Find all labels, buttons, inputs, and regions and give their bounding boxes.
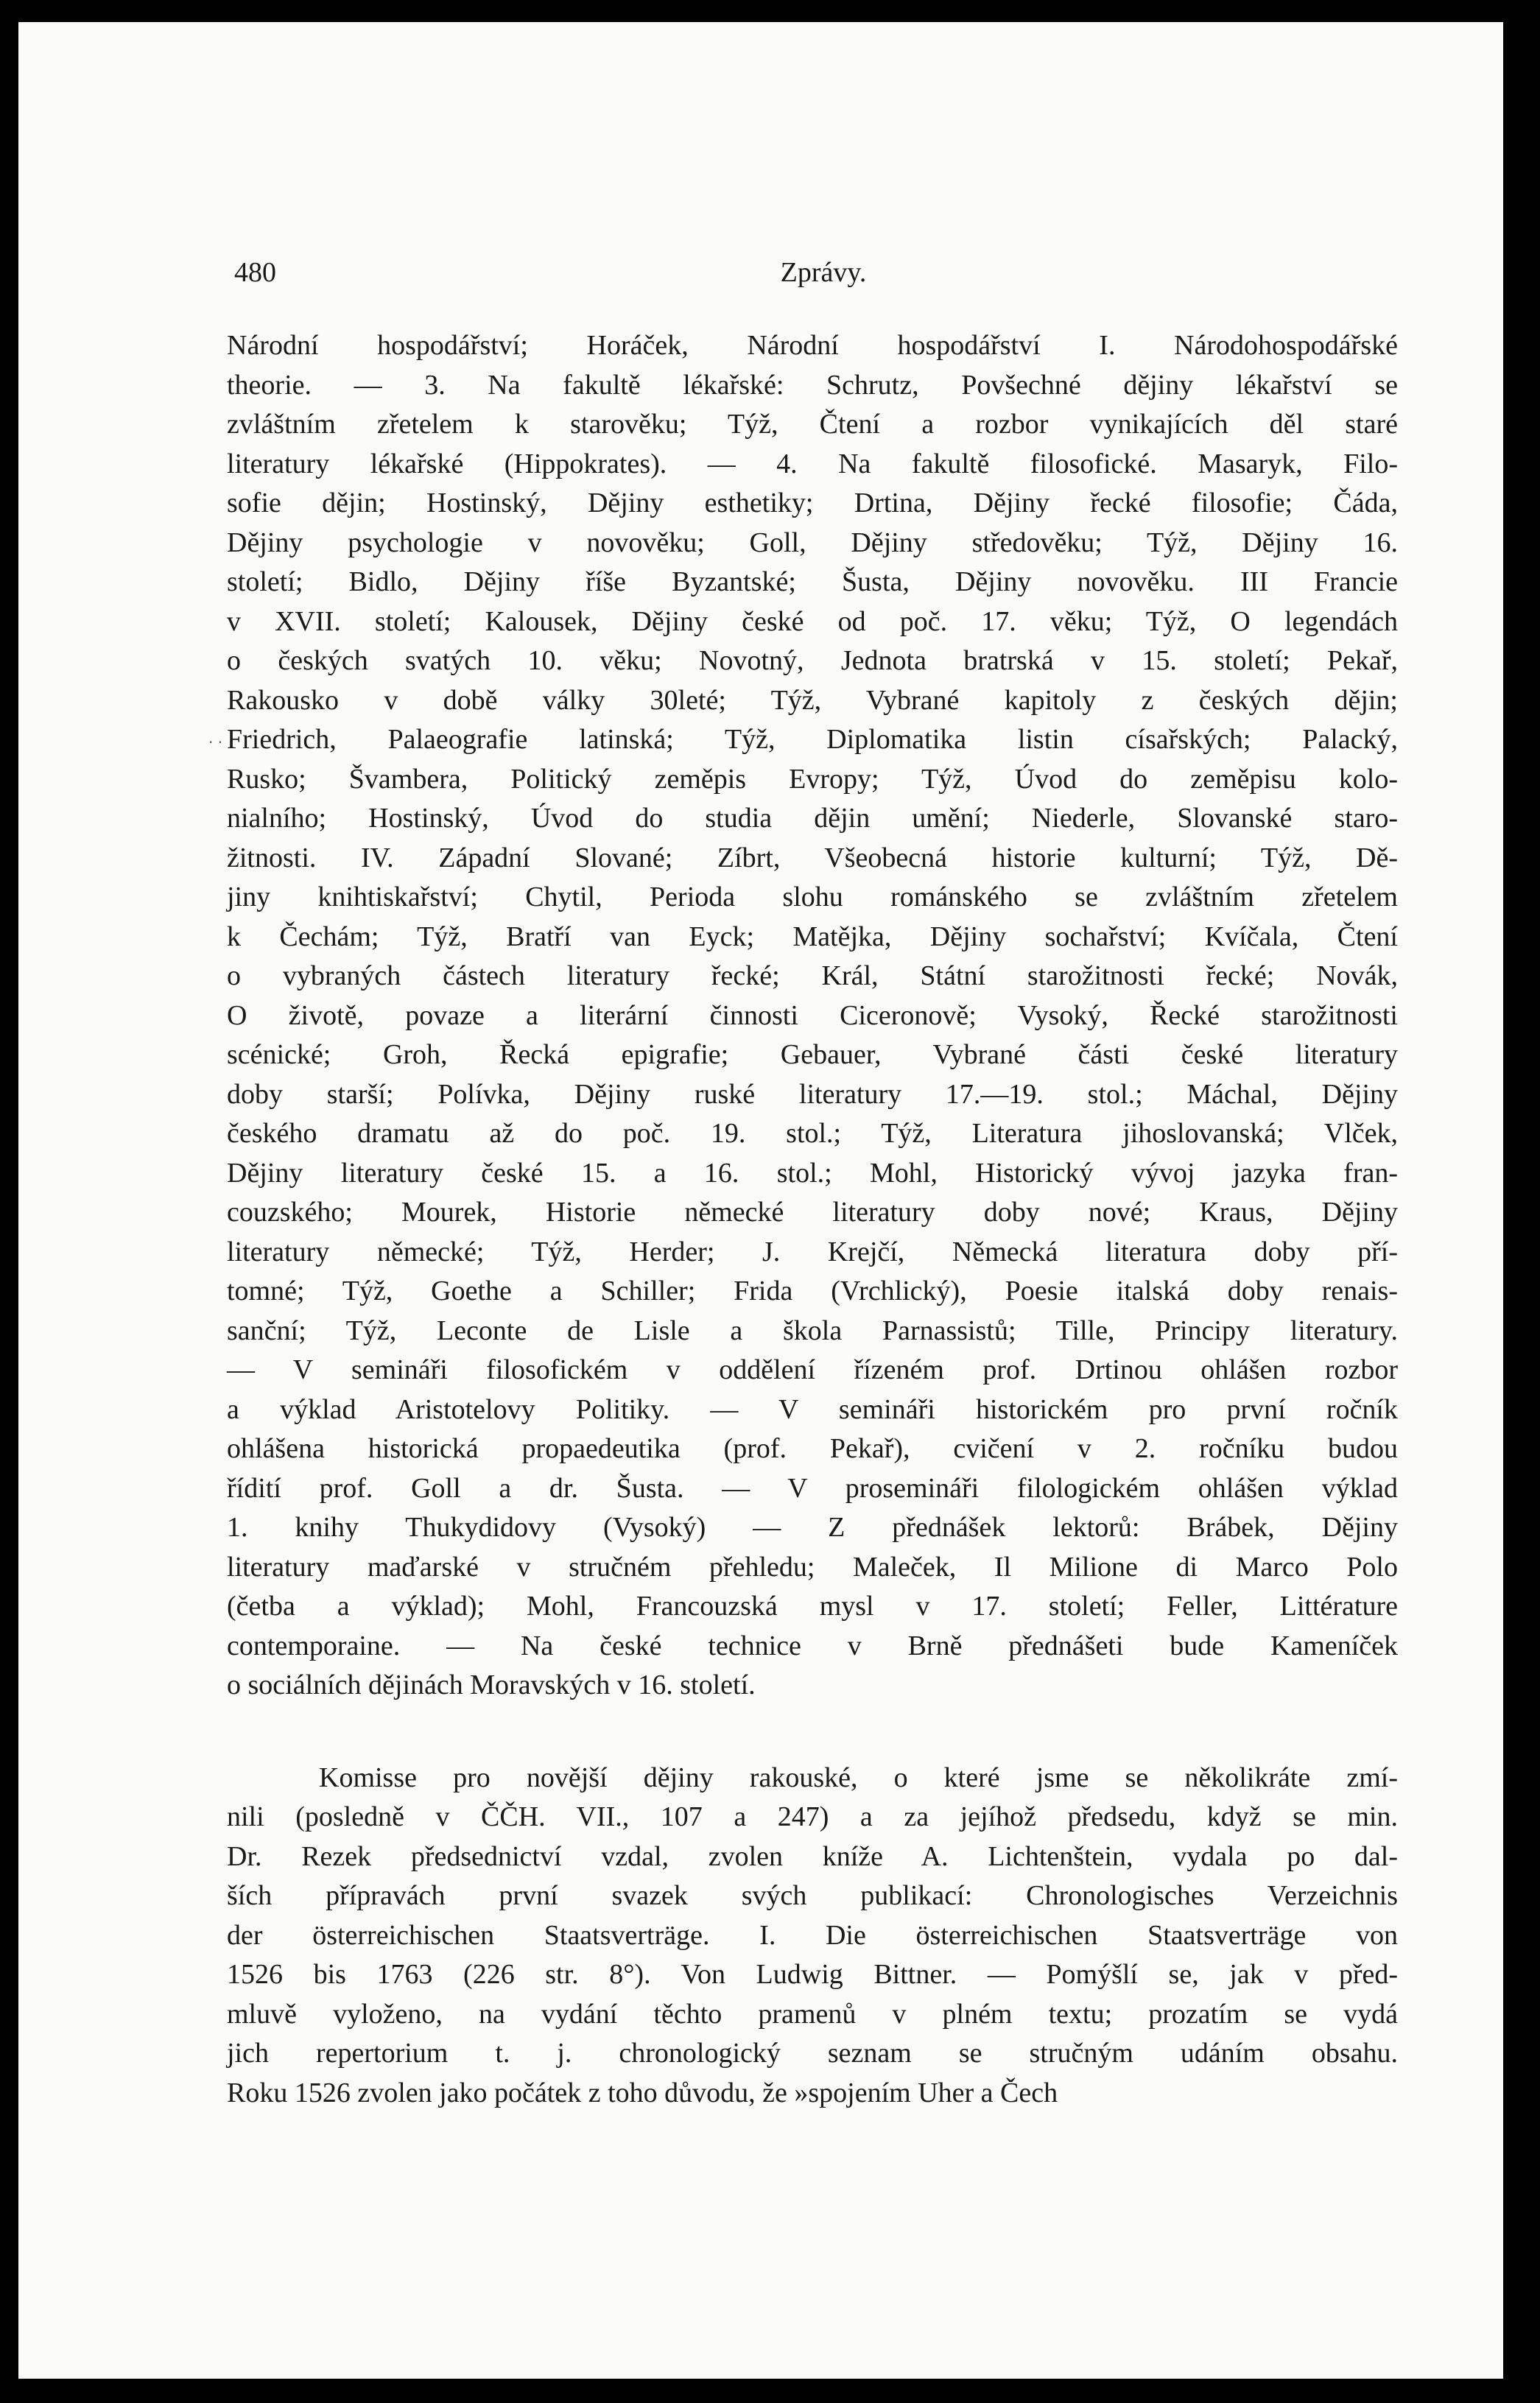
page-header	[227, 243, 1398, 302]
text-line: a výklad Aristotelovy Politiky. — V semináři historickém pro první ročník	[227, 1393, 1398, 1425]
text-line: Roku 1526 zvolen jako počátek z toho důvodu, že »spojením Uher a Čech	[227, 2077, 1058, 2108]
text-line: sofie dějin; Hostinský, Dějiny esthetiky; Drtina, Dějiny řecké filosofie; Čáda,	[227, 488, 1398, 518]
text-line: tomné; Týž, Goethe a Schiller; Frida (Vrchlický), Poesie italská doby renais-	[227, 1276, 1398, 1306]
text-line: 1. knihy Thukydidovy (Vysoký) — Z přednášek lektorů: Brábek, Dějiny	[227, 1512, 1398, 1543]
text-line: řídití prof. Goll a dr. Šusta. — V prosemináři filologickém ohlášen výklad	[227, 1472, 1398, 1504]
text-line: o vybraných částech literatury řecké; Král, Státní starožitnosti řecké; Novák,	[227, 960, 1398, 991]
text-line: nialního; Hostinský, Úvod do studia dějin umění; Niederle, Slovanské staro-	[227, 803, 1398, 834]
paragraph-lectures	[227, 326, 1398, 1706]
text-line: doby starší; Polívka, Dějiny ruské literatury 17.—19. stol.; Máchal, Dějiny	[227, 1078, 1398, 1110]
margin-mark: · ·	[208, 733, 223, 751]
text-line: k Čechám; Týž, Bratří van Eyck; Matějka, Dějiny sochařství; Kvíčala, Čtení	[227, 921, 1398, 952]
text-line: ších přípravách první svazek svých publikací: Chronologisches Verzeichnis	[227, 1880, 1398, 1911]
text-line: o sociálních dějinách Moravských v 16. století.	[227, 1670, 756, 1700]
text-line: Rakousko v době války 30leté; Týž, Vybrané kapitoly z českých dějin;	[227, 684, 1398, 716]
text-line: Komisse pro novější dějiny rakouské, o které jsme se několikráte zmí-	[319, 1762, 1398, 1793]
text-line: scénické; Groh, Řecká epigrafie; Gebauer, Vybrané části české literatury	[227, 1039, 1398, 1070]
paragraph-commission	[227, 1759, 1398, 2114]
text-line: zvláštním zřetelem k starověku; Týž, Čtení a rozbor vynikajících děl staré	[227, 409, 1398, 440]
text-line: Dr. Rezek předsednictví vzdal, zvolen kníže A. Lichtenštein, vydala po dal-	[227, 1840, 1398, 1872]
text-line: (četba a výklad); Mohl, Francouzská mysl v 17. století; Feller, Littérature	[227, 1591, 1398, 1622]
text-line: českého dramatu až do poč. 19. stol.; Týž, Literatura jihoslovanská; Vlček,	[227, 1118, 1398, 1149]
text-line: jiny knihtiskařství; Chytil, Perioda slohu románského se zvláštním zřetelem	[227, 882, 1398, 912]
text-line: O životě, povaze a literární činnosti Ciceronově; Vysoký, Řecké starožitnosti	[227, 999, 1398, 1031]
running-head: Zprávy.	[780, 257, 867, 288]
text-line: o českých svatých 10. věku; Novotný, Jednota bratrská v 15. století; Pekař,	[227, 645, 1398, 676]
text-line: v XVII. století; Kalousek, Dějiny české od poč. 17. věku; Týž, O legendách	[227, 605, 1398, 637]
text-line: Dějiny literatury české 15. a 16. stol.; Mohl, Historický vývoj jazyka fran-	[227, 1157, 1398, 1189]
text-line: 1526 bis 1763 (226 str. 8°). Von Ludwig Bittner. — Pomýšlí se, jak v před-	[227, 1959, 1398, 1990]
book-page	[18, 22, 1503, 2379]
text-line: contemporaine. — Na české technice v Brně přednášeti bude Kameníček	[227, 1630, 1398, 1661]
page-content	[227, 243, 1398, 2113]
text-line: mluvě vyloženo, na vydání těchto pramenů v plném textu; prozatím se vydá	[227, 1998, 1398, 2030]
text-line: literatury německé; Týž, Herder; J. Krejčí, Německá literatura doby pří-	[227, 1236, 1398, 1267]
text-line: Friedrich, Palaeografie latinská; Týž, Diplomatika listin císařských; Palacký,	[227, 724, 1398, 755]
text-line: jich repertorium t. j. chronologický seznam se stručným udáním obsahu.	[227, 2038, 1398, 2069]
text-line: Národní hospodářství; Horáček, Národní hospodářství I. Národohospodářské	[227, 330, 1398, 361]
text-line: theorie. — 3. Na fakultě lékařské: Schrutz, Povšechné dějiny lékařství se	[227, 369, 1398, 401]
text-line: století; Bidlo, Dějiny říše Byzantské; Šusta, Dějiny novověku. III Francie	[227, 566, 1398, 597]
text-line: literatury maďarské v stručném přehledu; Maleček, Il Milione di Marco Polo	[227, 1551, 1398, 1583]
page-number: 480	[234, 257, 276, 288]
text-line: literatury lékařské (Hippokrates). — 4. Na fakultě filosofické. Masaryk, Filo-	[227, 448, 1398, 479]
text-line: nili (posledně v ČČH. VII., 107 a 247) a za jejíhož předsedu, když se min.	[227, 1801, 1398, 1832]
text-line: žitnosti. IV. Západní Slované; Zíbrt, Všeobecná historie kulturní; Týž, Dě-	[227, 842, 1398, 873]
text-line: der österreichischen Staatsverträge. I. Die österreichischen Staatsverträge von	[227, 1919, 1398, 1951]
text-line: ohlášena historická propaedeutika (prof. Pekař), cvičení v 2. ročníku budou	[227, 1433, 1398, 1464]
text-line: couzského; Mourek, Historie německé literatury doby nové; Kraus, Dějiny	[227, 1197, 1398, 1228]
text-line: Dějiny psychologie v novověku; Goll, Dějiny středověku; Týž, Dějiny 16.	[227, 527, 1398, 558]
text-line: sanční; Týž, Leconte de Lisle a škola Parnassistů; Tille, Principy literatury.	[227, 1315, 1398, 1346]
text-line: Rusko; Švambera, Politický zeměpis Evropy; Týž, Úvod do zeměpisu kolo-	[227, 763, 1398, 795]
text-line: — V semináři filosofickém v oddělení řízeném prof. Drtinou ohlášen rozbor	[227, 1354, 1398, 1385]
